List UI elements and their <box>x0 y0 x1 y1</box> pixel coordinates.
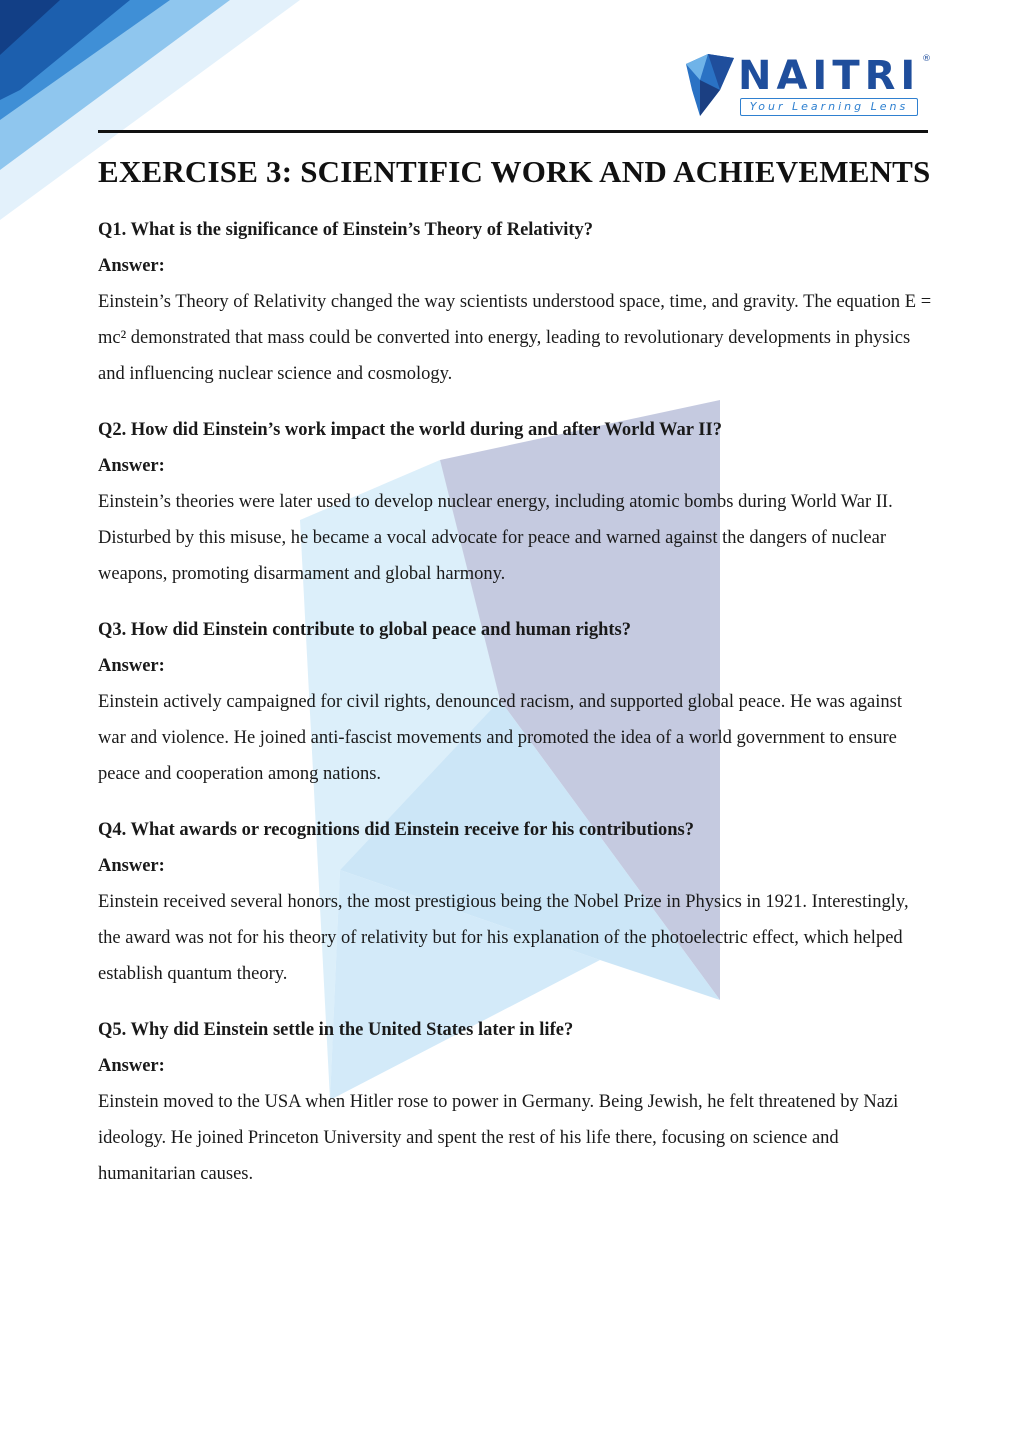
question: Q5. Why did Einstein settle in the United States later in life? <box>98 1020 574 1040</box>
qa-item-4 <box>98 812 933 992</box>
answer-label: Answer: <box>98 256 165 276</box>
answer-text: Einstein actively campaigned for civil rights, denounced racism, and supported global peace. He was against war and violence. He joined anti-fascist movements and promoted the idea of a world government to ensure peace and cooperation among nations. <box>98 692 902 784</box>
answer-label: Answer: <box>98 656 165 676</box>
document-body <box>98 150 933 1212</box>
question: Q3. How did Einstein contribute to global peace and human rights? <box>98 620 631 640</box>
question: Q4. What awards or recognitions did Einstein receive for his contributions? <box>98 820 694 840</box>
answer-text: Einstein moved to the USA when Hitler rose to power in Germany. Being Jewish, he felt threatened by Nazi ideology. He joined Princeton University and spent the rest of his life there, focusing on science and humanitarian causes. <box>98 1092 899 1184</box>
qa-item-1 <box>98 212 933 392</box>
answer-label: Answer: <box>98 1056 165 1076</box>
header-divider <box>98 130 928 133</box>
page-title: EXERCISE 3: SCIENTIFIC WORK AND ACHIEVEMENTS <box>98 154 931 189</box>
logo-wordmark: NAITRI <box>738 53 921 99</box>
qa-item-5 <box>98 1012 933 1192</box>
answer-label: Answer: <box>98 856 165 876</box>
answer-text: Einstein received several honors, the most prestigious being the Nobel Prize in Physics in 1921. Interestingly, the award was not for his theory of relativity but for his explanation of the photoelectric effect, which helped establish quantum theory. <box>98 892 909 984</box>
question: Q2. How did Einstein’s work impact the world during and after World War II? <box>98 420 722 440</box>
origami-logo-icon <box>680 50 736 120</box>
registered-mark: ® <box>922 54 931 64</box>
qa-item-2 <box>98 412 933 592</box>
answer-text: Einstein’s Theory of Relativity changed the way scientists understood space, time, and gravity. The equation E = mc² demonstrated that mass could be converted into energy, leading to revolutionary developments in physics and influencing nuclear science and cosmology. <box>98 292 932 384</box>
logo-tagline: Your Learning Lens <box>740 98 918 116</box>
answer-text: Einstein’s theories were later used to develop nuclear energy, including atomic bombs during World War II. Disturbed by this misuse, he became a vocal advocate for peace and warned against the dangers of nuclear weapons, promoting disarmament and global harmony. <box>98 492 893 584</box>
question: Q1. What is the significance of Einstein’s Theory of Relativity? <box>98 220 594 240</box>
qa-item-3 <box>98 612 933 792</box>
answer-label: Answer: <box>98 456 165 476</box>
naitri-logo <box>680 50 930 124</box>
